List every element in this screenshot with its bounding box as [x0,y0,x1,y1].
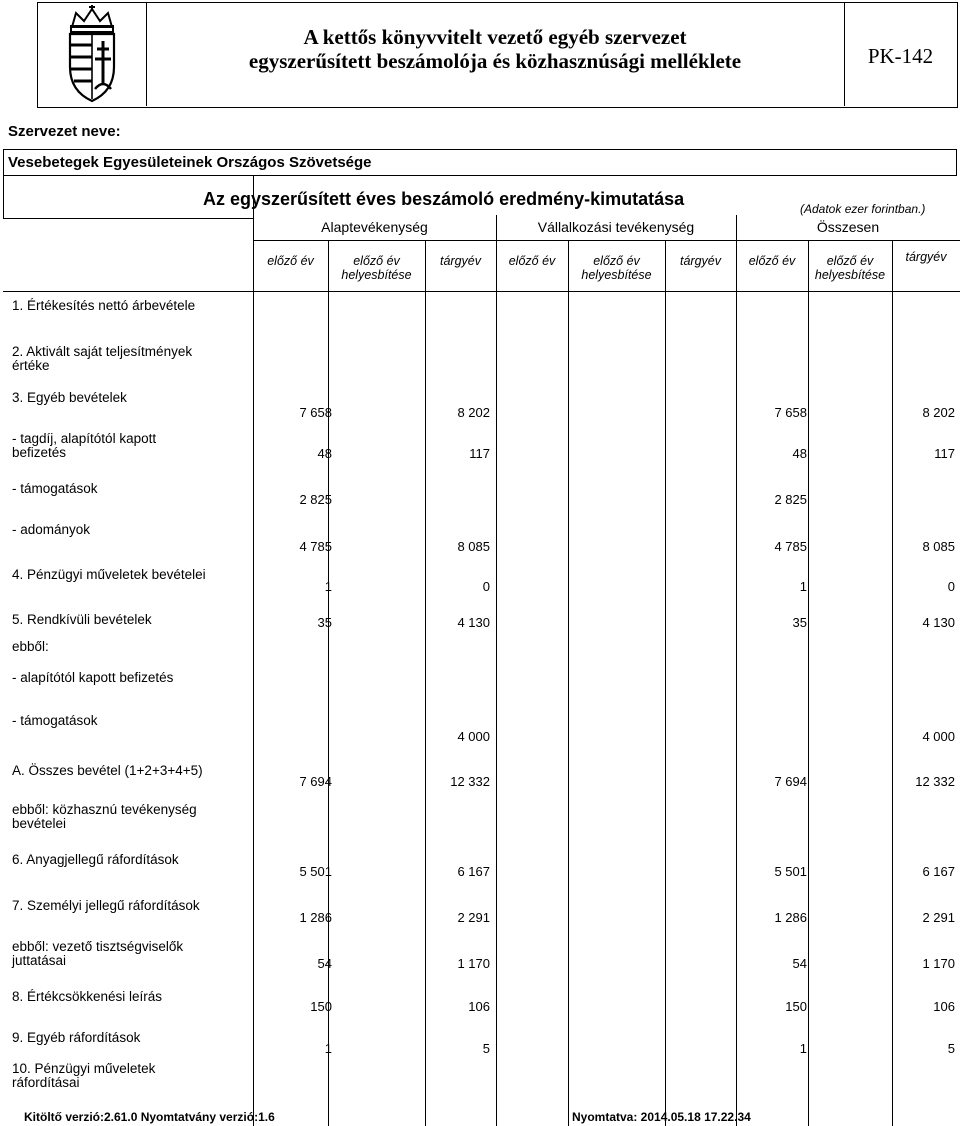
row-label: A. Összes bevétel (1+2+3+4+5) [12,763,203,778]
value-cell[interactable]: 106 [468,999,490,1014]
group-divider-1 [496,215,497,1126]
form-title-line1: A kettős könyvvitelt vezető egyéb szervezet [303,25,687,49]
row-label: 6. Anyagjellegű ráfordítások [12,852,179,867]
value-cell[interactable]: 8 202 [457,405,490,420]
value-cell[interactable]: 7 694 [774,774,807,789]
column-divider [328,240,329,1126]
value-cell[interactable]: 4 785 [299,539,332,554]
value-cell[interactable]: 35 [317,615,332,630]
value-cell[interactable]: 4 785 [774,539,807,554]
column-header: előző év helyesbítése [341,254,412,282]
column-header: előző év [267,254,314,268]
column-header: tárgyév [440,254,481,268]
row-label: 7. Személyi jellegű ráfordítások [12,898,200,913]
row-label: 1. Értékesítés nettó árbevétele [12,298,196,313]
row-label: - tagdíj, alapítótól kapott befizetés [12,431,157,460]
form-title-cell [146,3,845,106]
row-label: 5. Rendkívüli bevételek [12,612,152,627]
print-timestamp: Nyomtatva: 2014.05.18 17.22.34 [572,1110,751,1124]
value-cell[interactable]: 5 [947,1041,955,1056]
value-cell[interactable]: 150 [310,999,332,1014]
form-header [37,2,958,108]
row-label: - alapítótól kapott befizetés [12,670,174,685]
value-cell[interactable]: 5 [482,1041,490,1056]
value-cell[interactable]: 1 286 [299,910,332,925]
row-label: - adományok [12,522,91,537]
value-cell[interactable]: 117 [469,446,490,461]
value-cell[interactable]: 35 [792,615,807,630]
group-header-enterprise: Vállalkozási tevékenység [537,219,695,235]
crest-cell [38,3,147,106]
column-header: előző év [748,254,796,268]
value-cell[interactable]: 106 [933,999,955,1014]
value-cell[interactable]: 4 130 [457,615,490,630]
value-cell[interactable]: 0 [947,579,955,594]
value-cell[interactable]: 1 170 [922,956,955,971]
value-cell[interactable]: 6 167 [922,864,955,879]
value-cell[interactable]: 150 [785,999,807,1014]
value-cell[interactable]: 48 [317,446,332,461]
column-divider [808,240,809,1126]
value-cell[interactable]: 2 291 [457,910,490,925]
row-label: 9. Egyéb ráfordítások [12,1030,141,1045]
value-cell[interactable]: 2 825 [774,492,807,507]
column-divider [568,240,569,1126]
row-label: - támogatások [12,713,98,728]
value-cell[interactable]: 12 332 [915,774,955,789]
value-cell[interactable]: 2 825 [299,492,332,507]
organization-name-field[interactable] [3,149,957,176]
value-cell[interactable]: 2 291 [922,910,955,925]
hungarian-coat-of-arms-icon [38,3,146,106]
value-cell[interactable]: 4 130 [922,615,955,630]
value-cell[interactable]: 1 170 [457,956,490,971]
value-cell[interactable]: 5 501 [299,864,332,879]
value-cell[interactable]: 1 [324,579,332,594]
value-cell[interactable]: 8 202 [922,405,955,420]
row-label: ebből: [12,639,49,654]
column-divider [665,240,666,1126]
left-header-rule [3,218,253,219]
value-cell[interactable]: 5 501 [774,864,807,879]
header-rule [3,291,960,292]
column-divider [892,240,893,1126]
value-cell[interactable]: 117 [934,446,955,461]
value-cell[interactable]: 54 [792,956,807,971]
value-cell[interactable]: 8 085 [922,539,955,554]
value-cell[interactable]: 1 [799,579,807,594]
column-header: előző év [508,254,556,268]
row-label: ebből: vezető tisztségviselők juttatásai [12,939,184,968]
organization-label: Szervezet neve: [8,123,121,140]
value-cell[interactable]: 4 000 [922,729,955,744]
row-label: - támogatások [12,481,98,496]
row-label: ebből: közhasznú tevékenység bevételei [12,802,197,831]
value-cell[interactable]: 1 [324,1041,332,1056]
form-title-line2: egyszerűsített beszámolója és közhasznúsági melléklete [248,49,742,73]
left-border-top [3,176,4,218]
column-header-rule [253,240,960,241]
value-cell[interactable]: 12 332 [450,774,490,789]
group-divider-2 [736,215,737,1126]
unit-note: (Adatok ezer forintban.) [800,202,926,216]
row-label: 3. Egyéb bevételek [12,390,127,405]
value-cell[interactable]: 48 [792,446,807,461]
value-cell[interactable]: 1 286 [774,910,807,925]
value-cell[interactable]: 6 167 [457,864,490,879]
organization-name: Vesebetegek Egyesületeinek Országos Szövetsége [8,154,372,171]
column-header: előző év helyesbítése [581,254,652,282]
column-header: tárgyév [680,254,721,268]
column-header: tárgyév [905,250,947,264]
value-cell[interactable]: 0 [482,579,490,594]
value-cell[interactable]: 8 085 [457,539,490,554]
statement-title: Az egyszerűsített éves beszámoló eredmény-kimutatása [203,189,685,209]
column-header: előző év helyesbítése [814,254,886,282]
value-cell[interactable]: 4 000 [457,729,490,744]
group-header-basic: Alaptevékenység [321,219,428,235]
row-label: 8. Értékcsökkenési leírás [12,989,163,1004]
value-cell[interactable]: 54 [317,956,332,971]
group-header-total: Összesen [816,219,880,235]
value-cell[interactable]: 7 658 [299,405,332,420]
form-code: PK-142 [867,44,934,68]
row-label: 2. Aktivált saját teljesítmények értéke [12,344,193,373]
version-info: Kitöltő verzió:2.61.0 Nyomtatvány verzió:1.6 [24,1110,275,1124]
value-cell[interactable]: 7 694 [299,774,332,789]
column-divider [425,240,426,1126]
row-label: 4. Pénzügyi műveletek bevételei [12,567,206,582]
value-cell[interactable]: 1 [799,1041,807,1056]
row-label: 10. Pénzügyi műveletek ráfordításai [12,1061,156,1090]
value-cell[interactable]: 7 658 [774,405,807,420]
label-column-border [253,176,254,1126]
